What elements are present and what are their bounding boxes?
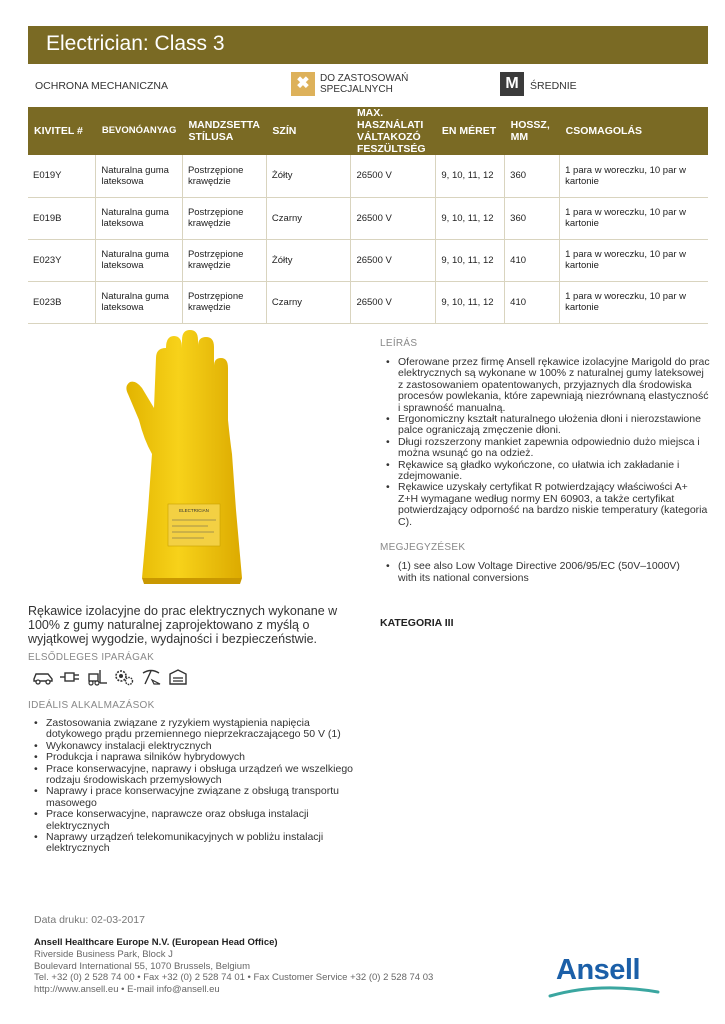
footer-address-line: Boulevard International 55, 1070 Brussels, Belgium bbox=[34, 960, 250, 972]
table-cell: 26500 V bbox=[351, 239, 436, 281]
applications-heading: IDEÁLIS ALKALMAZÁSOK bbox=[28, 700, 155, 711]
applications-list bbox=[28, 718, 358, 855]
list-item: • Prace konserwacyjne, naprawcze oraz obsługa instalacji elektrycznych bbox=[28, 809, 358, 832]
table-cell: 360 bbox=[505, 197, 560, 239]
protection-row bbox=[28, 70, 708, 100]
table-cell: 410 bbox=[505, 281, 560, 323]
column-header: SZÍN bbox=[266, 107, 351, 155]
list-item: • Ergonomiczny kształt naturalnego ułożenia dłoni i nierozstawione palce ograniczają zmęczenie dłoni. bbox=[380, 414, 710, 437]
table-cell: E023B bbox=[28, 281, 96, 323]
table-cell: Czarny bbox=[266, 197, 351, 239]
description-heading: LEÍRÁS bbox=[380, 338, 418, 349]
table-cell: 26500 V bbox=[351, 155, 436, 197]
page-title: Electrician: Class 3 bbox=[46, 32, 225, 55]
list-item: • (1) see also Low Voltage Directive 2006/95/EC (50V–1000V) with its national conversions bbox=[380, 561, 680, 584]
table-cell: 26500 V bbox=[351, 197, 436, 239]
table-cell: Postrzępione krawędzie bbox=[182, 155, 266, 197]
forklift-icon bbox=[86, 668, 108, 686]
table-cell: Naturalna guma lateksowa bbox=[96, 155, 183, 197]
column-header: MANDZSETTA STÍLUSA bbox=[182, 107, 266, 155]
table-cell: 26500 V bbox=[351, 281, 436, 323]
column-header: HOSSZ, MM bbox=[505, 107, 560, 155]
list-item: • Produkcja i naprawa silników hybrydowych bbox=[28, 752, 358, 763]
category-label: KATEGORIA III bbox=[380, 617, 454, 629]
protection-label: OCHRONA MECHANICZNA bbox=[35, 80, 169, 92]
footer-address-line: Riverside Business Park, Block J bbox=[34, 948, 173, 960]
column-header: BEVONÓANYAG bbox=[96, 107, 183, 155]
list-item: • Rękawice uzyskały certyfikat R potwierdzający właściwości A+ Z+H wymagane według normy EN 60903, a także certyfikat potwierdzający odporność na bardzo niskie temperatury (kategoria C). bbox=[380, 482, 710, 528]
table-cell: E019Y bbox=[28, 155, 96, 197]
glove-label-text: ELECTRICIAN bbox=[179, 508, 209, 513]
table-cell: Naturalna guma lateksowa bbox=[96, 281, 183, 323]
list-item: • Zastosowania związane z ryzykiem wystąpienia napięcia dotykowego prądu przemiennego nieprzekraczającego 50 V (1) bbox=[28, 718, 358, 741]
table-cell: 9, 10, 11, 12 bbox=[436, 155, 505, 197]
list-item: • Rękawice są gładko wykończone, co ułatwia ich zakładanie i zdejmowanie. bbox=[380, 460, 710, 483]
ansell-logo bbox=[548, 954, 678, 1002]
table-cell: Postrzępione krawędzie bbox=[182, 281, 266, 323]
right-column bbox=[380, 338, 710, 584]
column-header: CSOMAGOLÁS bbox=[560, 107, 708, 155]
table-cell: E019B bbox=[28, 197, 96, 239]
footer bbox=[34, 937, 433, 996]
machinery-gears-icon bbox=[113, 668, 135, 686]
table-row bbox=[28, 197, 708, 239]
table-cell: Postrzępione krawędzie bbox=[182, 239, 266, 281]
notes-list bbox=[380, 561, 680, 584]
medium-level-label: ŚREDNIE bbox=[530, 80, 577, 92]
table-cell: 1 para w woreczku, 10 par w kartonie bbox=[560, 197, 708, 239]
table-row bbox=[28, 155, 708, 197]
footer-contact: Tel. +32 (0) 2 528 74 00 • Fax +32 (0) 2 528 74 01 • Fax Customer Service +32 (0) 2 528 74 03 bbox=[34, 972, 434, 984]
utilities-icon bbox=[167, 668, 189, 686]
list-item: • Prace konserwacyjne, naprawy i obsługa urządzeń we wszelkiego rodzaju środowiskach przemysłowych bbox=[28, 764, 358, 787]
title-bar bbox=[28, 26, 708, 64]
table-cell: 1 para w woreczku, 10 par w kartonie bbox=[560, 281, 708, 323]
list-item: • Oferowane przez firmę Ansell rękawice izolacyjne Marigold do prac elektrycznych są wykonane w 100% z naturalnej gumy lateksowej z zastosowaniem opatentowanych, przyjaznych dla środowiska procesów powlekania, które zapewniają niezrównaną elastyczność i sprawność manualną. bbox=[380, 357, 710, 414]
medium-level-icon: M bbox=[500, 72, 524, 96]
yellow-glove-image bbox=[108, 328, 278, 590]
logo-text: Ansell bbox=[556, 954, 641, 986]
industries-icons bbox=[32, 668, 202, 688]
table-cell: 410 bbox=[505, 239, 560, 281]
table-cell: 9, 10, 11, 12 bbox=[436, 281, 505, 323]
list-item: • Naprawy urządzeń telekomunikacyjnych w pobliżu instalacji elektrycznych bbox=[28, 832, 358, 855]
table-cell: Naturalna guma lateksowa bbox=[96, 239, 183, 281]
table-cell: 360 bbox=[505, 155, 560, 197]
table-cell: 9, 10, 11, 12 bbox=[436, 197, 505, 239]
print-date: Data druku: 02-03-2017 bbox=[34, 914, 145, 926]
mining-icon bbox=[140, 668, 162, 686]
table-cell: E023Y bbox=[28, 239, 96, 281]
footer-company: Ansell Healthcare Europe N.V. (European Head Office) bbox=[34, 937, 278, 948]
table-row bbox=[28, 281, 708, 323]
table-cell: Czarny bbox=[266, 281, 351, 323]
footer-web: http://www.ansell.eu • E-mail info@ansell.eu bbox=[34, 984, 220, 996]
lead-text: Rękawice izolacyjne do prac elektrycznych wykonane w 100% z gumy naturalnej zaprojektowano z myślą o wyjątkowej wygodzie, wydajności i bezpieczeństwie. bbox=[28, 604, 338, 646]
table-cell: 1 para w woreczku, 10 par w kartonie bbox=[560, 155, 708, 197]
table-row bbox=[28, 239, 708, 281]
notes-heading: MEGJEGYZÉSEK bbox=[380, 542, 466, 554]
industries-heading: ELSŐDLEGES IPARÁGAK bbox=[28, 652, 155, 663]
column-header: MAX. HASZNÁLATI VÁLTAKOZÓ FESZÜLTSÉG bbox=[351, 107, 436, 155]
table-cell: 1 para w woreczku, 10 par w kartonie bbox=[560, 239, 708, 281]
table-cell: 9, 10, 11, 12 bbox=[436, 239, 505, 281]
logo-swoosh-icon bbox=[548, 984, 678, 1000]
spec-table bbox=[28, 107, 708, 324]
list-item: • Długi rozszerzony mankiet zapewnia odpowiednio dużo miejsca i można wsunąć go na odzież. bbox=[380, 437, 710, 460]
table-cell: Naturalna guma lateksowa bbox=[96, 197, 183, 239]
table-header-row bbox=[28, 107, 708, 155]
list-item: • Wykonawcy instalacji elektrycznych bbox=[28, 741, 358, 752]
x-mark-icon: ✖ bbox=[291, 72, 315, 96]
list-item: • Naprawy i prace konserwacyjne związane z obsługą transportu masowego bbox=[28, 786, 358, 809]
table-cell: Postrzępione krawędzie bbox=[182, 197, 266, 239]
table-cell: Żółty bbox=[266, 239, 351, 281]
special-use-label: DO ZASTOSOWAŃ SPECJALNYCH bbox=[320, 73, 409, 95]
electrical-plug-icon bbox=[59, 668, 81, 686]
description-list bbox=[380, 357, 710, 528]
table-cell: Żółty bbox=[266, 155, 351, 197]
column-header: EN MÉRET bbox=[436, 107, 505, 155]
automotive-icon bbox=[32, 668, 54, 686]
column-header: KIVITEL # bbox=[28, 107, 96, 155]
